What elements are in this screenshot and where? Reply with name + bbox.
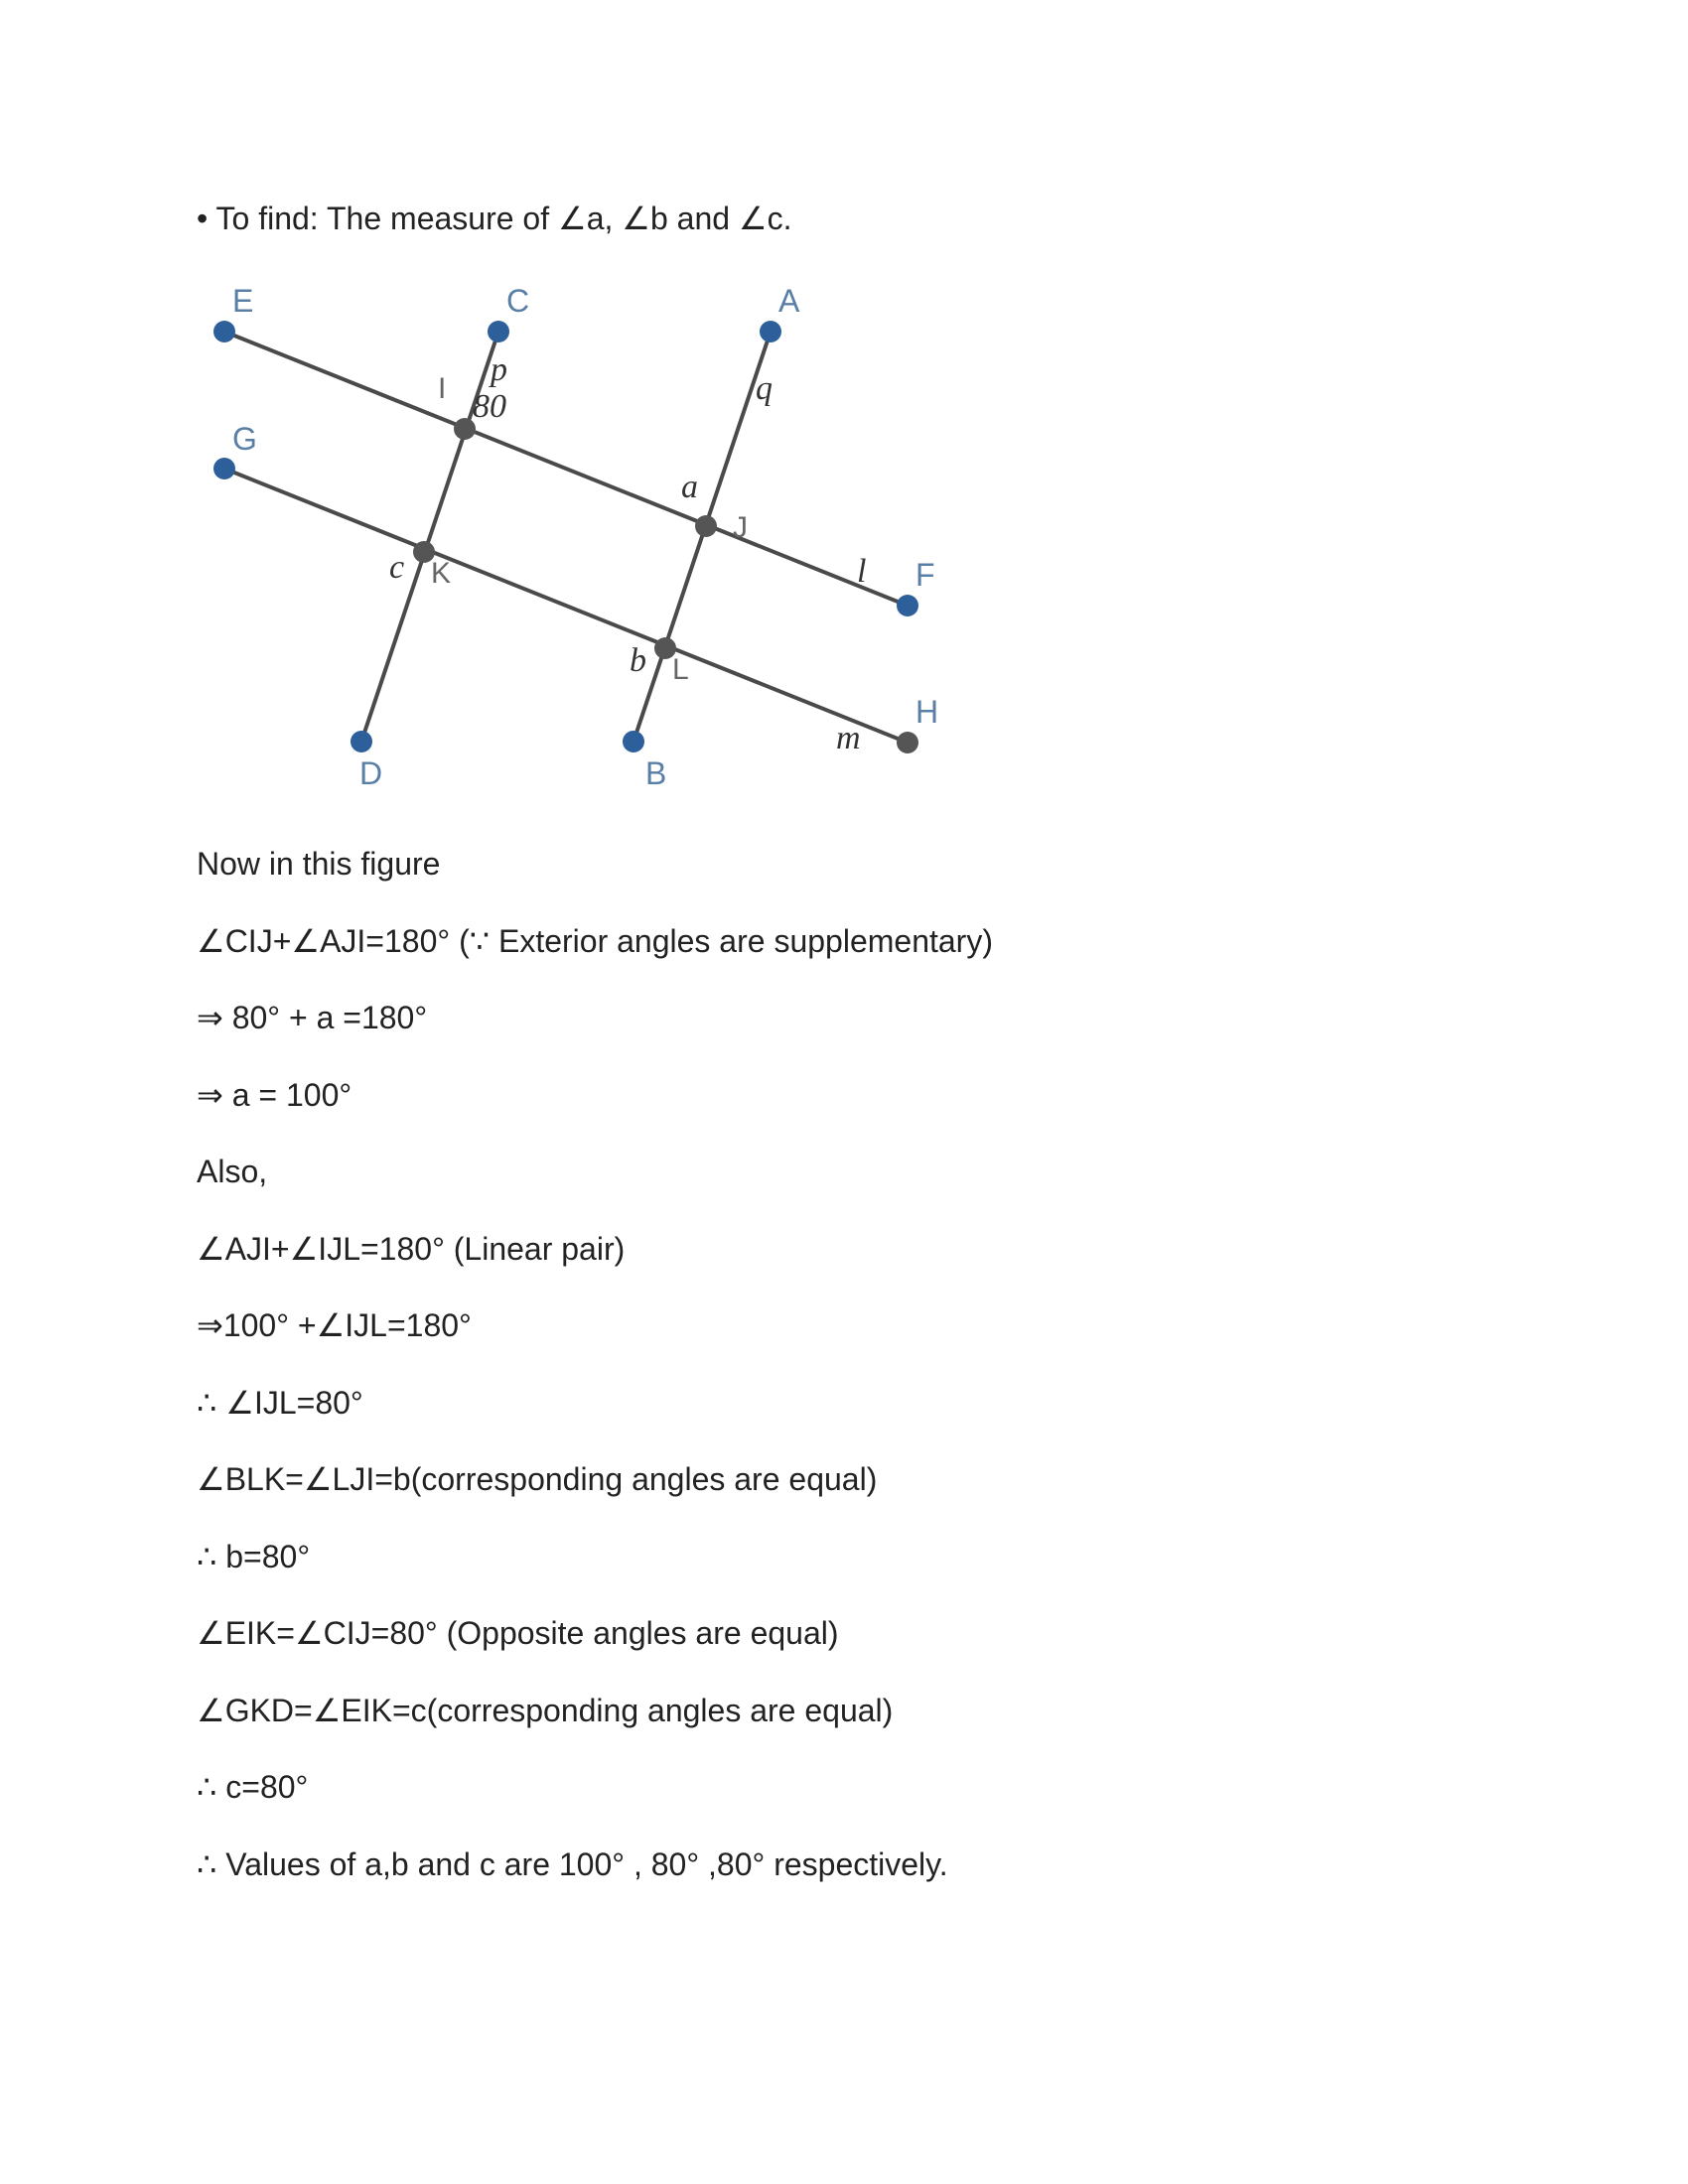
label-d: D: [359, 755, 383, 791]
label-h: H: [915, 694, 939, 730]
solution-line: ∴ ∠IJL=80°: [197, 1384, 363, 1421]
label-c: C: [506, 283, 530, 319]
solution-line: ∠GKD=∠EIK=c(corresponding angles are equal): [197, 1692, 894, 1728]
parallel-lines-diagram: [197, 278, 991, 804]
label-b: B: [645, 755, 667, 791]
point-g-marker: [213, 458, 235, 479]
label-line-m: m: [836, 720, 861, 756]
label-e: E: [232, 283, 254, 319]
solution-steps: [197, 842, 1487, 1919]
point-j-marker: [695, 515, 717, 537]
solution-line: Also,: [197, 1154, 268, 1189]
solution-line: ∴ Values of a,b and c are 100° , 80° ,80° respectively.: [197, 1845, 948, 1882]
label-a-angle: a: [681, 469, 698, 505]
solution-line: ∴ b=80°: [197, 1538, 311, 1574]
solution-line: Now in this figure: [197, 846, 441, 882]
solution-line: ∴ c=80°: [197, 1769, 309, 1805]
solution-line: ∠CIJ+∠AJI=180° (∵ Exterior angles are supplementary): [197, 922, 993, 959]
solution-line: ⇒100° +∠IJL=180°: [197, 1307, 472, 1343]
label-c-angle: c: [389, 549, 405, 586]
solution-line: ∠EIK=∠CIJ=80° (Opposite angles are equal): [197, 1615, 839, 1651]
point-h-marker: [897, 732, 918, 753]
label-i: I: [438, 372, 447, 405]
label-g: G: [232, 421, 257, 457]
solution-line: ∠BLK=∠LJI=b(corresponding angles are equal): [197, 1461, 878, 1497]
label-k: K: [431, 557, 452, 590]
point-e-marker: [213, 321, 235, 342]
label-j: J: [733, 511, 748, 544]
point-d-marker: [351, 731, 372, 752]
label-line-l: l: [857, 553, 867, 590]
point-c-marker: [488, 321, 509, 342]
point-b-marker: [623, 731, 644, 752]
to-find-heading: • To find: The measure of ∠a, ∠b and ∠c.: [197, 201, 792, 236]
line-m-segment: [224, 469, 908, 743]
solution-line: ∠AJI+∠IJL=180° (Linear pair): [197, 1230, 626, 1267]
point-a-marker: [760, 321, 781, 342]
geometry-figure: [197, 278, 991, 804]
label-l-point: L: [672, 653, 689, 686]
label-f: F: [915, 557, 935, 593]
solution-line: ⇒ a = 100°: [197, 1076, 352, 1113]
label-p: p: [491, 351, 507, 388]
label-a: A: [778, 283, 800, 319]
label-b-angle: b: [630, 642, 646, 679]
label-q: q: [756, 370, 773, 407]
solution-line: ⇒ 80° + a =180°: [197, 1000, 428, 1035]
point-f-marker: [897, 595, 918, 616]
line-l-segment: [224, 332, 908, 606]
label-angle-80: 80: [473, 388, 506, 425]
